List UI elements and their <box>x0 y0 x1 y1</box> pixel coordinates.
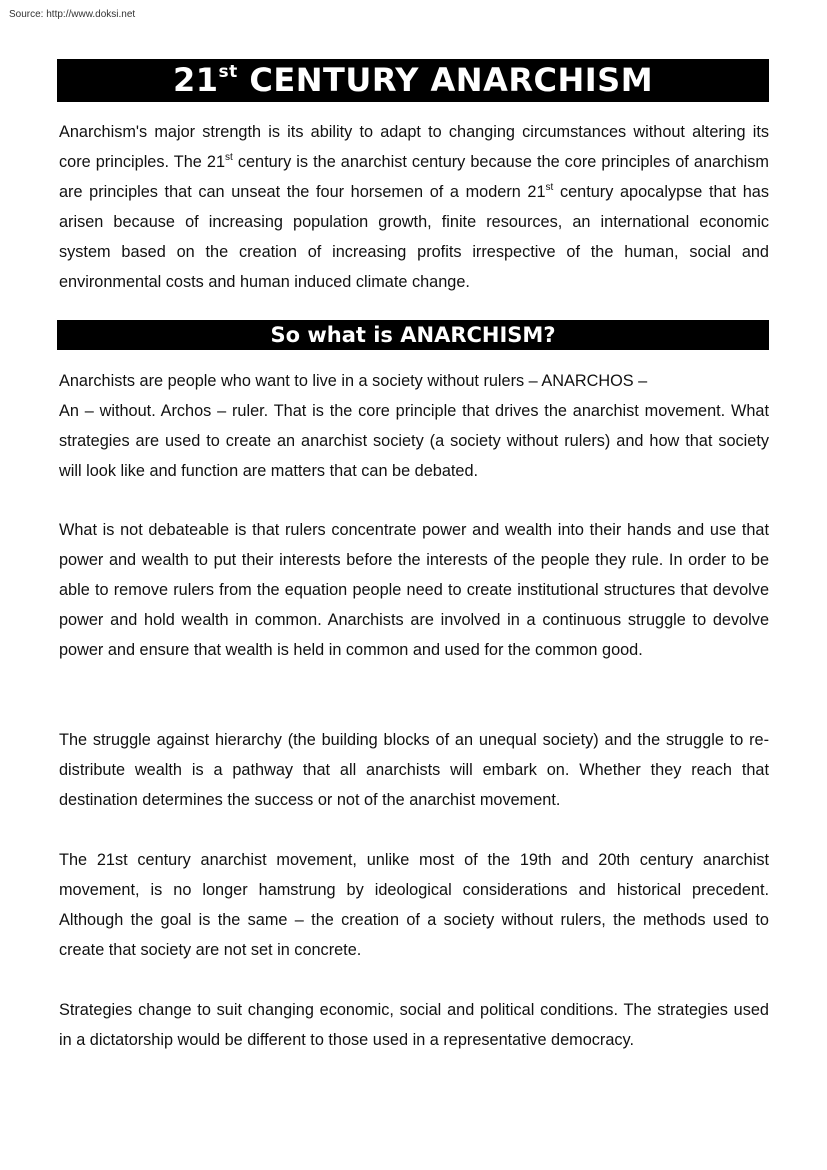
paragraph-3: The struggle against hierarchy (the building blocks of an unequal society) and the struggle to re-distribute wealth is a pathway that all anarchists will embark on. Whether they reach that destination determines the success or not of the anarchist movement. <box>59 731 769 809</box>
title-rest: CENTURY ANARCHISM <box>237 61 654 99</box>
paragraph-1-rest: An – without. Archos – ruler. That is the core principle that drives the anarchist movement. What strategies are used to create an anarchist society (a society without rulers) and how that society will look like and function are matters that can be debated. <box>59 402 769 480</box>
title-prefix: 21 <box>172 61 219 99</box>
paragraph-1 <box>59 366 769 486</box>
paragraph-5: Strategies change to suit changing economic, social and political conditions. The strategies used in a dictatorship would be different to those used in a representative democracy. <box>59 1001 769 1049</box>
section-heading: So what is ANARCHISM? <box>57 320 769 350</box>
intro-text-3: century apocalypse that has arisen because of increasing population growth, finite resources, an international economic system based on the creation of increasing profits irrespective of the human, social and environmental costs and human induced climate change. <box>59 183 770 291</box>
intro-text-1: Anarchism's major strength is its ability to adapt to changing circumstances without altering its core principles. The 21 <box>59 123 769 171</box>
intro-sup-1: st <box>225 152 233 163</box>
paragraph-4: The 21st century anarchist movement, unlike most of the 19th and 20th century anarchist movement, is no longer hamstrung by ideological considerations and historical precedent. Although the goal is the same – the creation of a society without rulers, the methods used to create that society are not set in concrete. <box>59 851 769 959</box>
intro-sup-2: st <box>545 182 554 193</box>
intro-paragraph <box>59 117 769 297</box>
title-superscript: st <box>218 62 238 82</box>
page-title <box>57 59 769 102</box>
intro-text-2: century is the anarchist century because the core principles of anarchism are principles that can unseat the four horsemen of a modern 21 <box>59 153 769 201</box>
paragraph-2: What is not debateable is that rulers concentrate power and wealth into their hands and use that power and wealth to put their interests before the interests of the people they rule. In order to be able to remove rulers from the equation people need to create institutional structures that devolve power and hold wealth in common. Anarchists are involved in a continuous struggle to devolve power and ensure that wealth is held in common and used for the common good. <box>59 521 769 659</box>
paragraph-1-line-1: Anarchists are people who want to live in a society without rulers – ANARCHOS – <box>59 372 648 390</box>
source-link[interactable]: Source: http://www.doksi.net <box>9 9 136 20</box>
